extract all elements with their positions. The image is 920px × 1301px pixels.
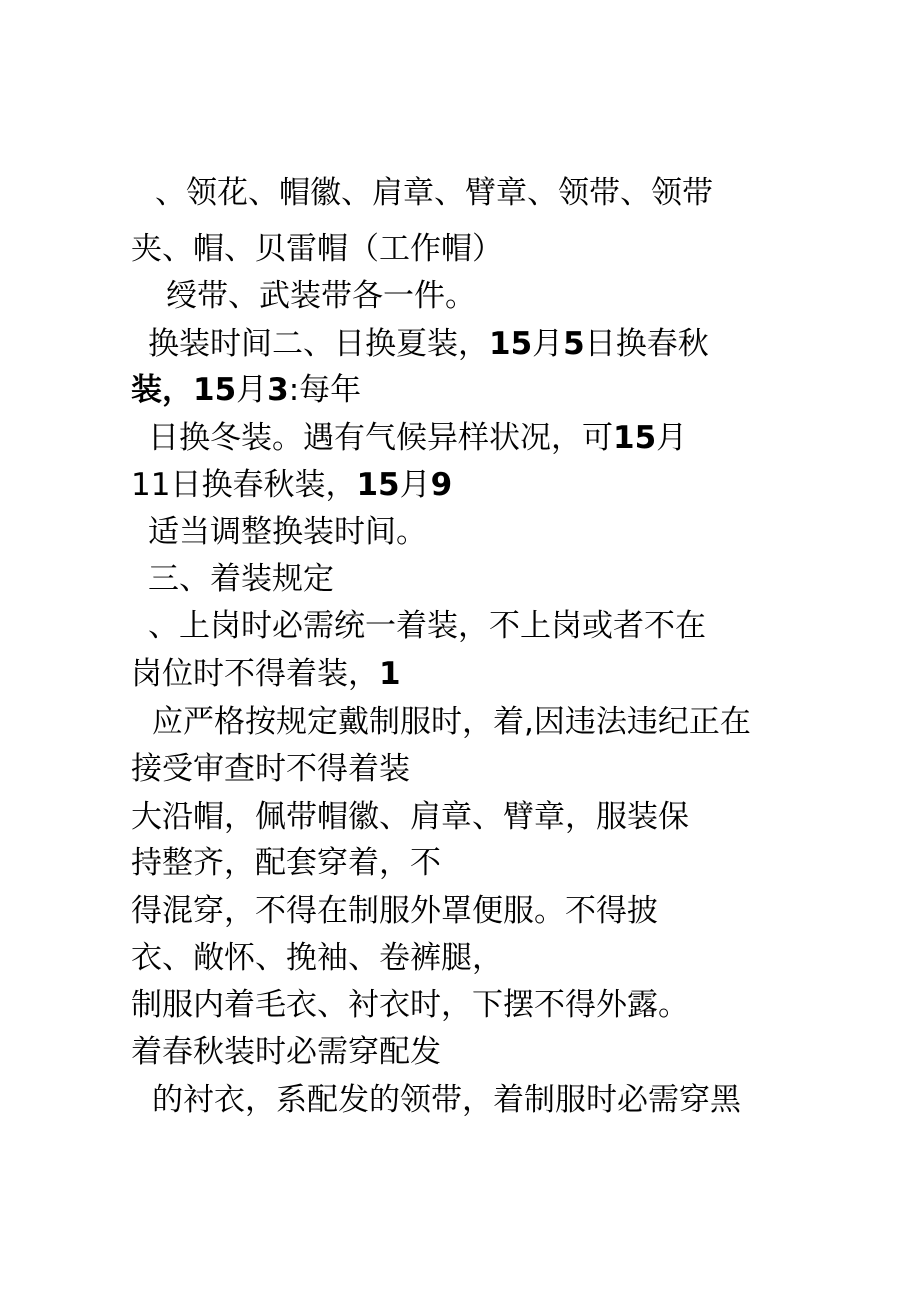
text-segment: 月 [656, 420, 688, 456]
text-segment: 应严格按规定戴制服时，着,因违法违纪正在 [152, 704, 751, 740]
text-line-20 [152, 1080, 741, 1120]
text-line-11 [131, 654, 401, 694]
text-line-7 [131, 465, 452, 505]
text-segment: 制服内着毛衣、衬衣时，下摆不得外露。 [131, 987, 689, 1023]
text-segment: 的衬衣，系配发的领带，着制服时必需穿黑 [152, 1082, 741, 1118]
text-line-16 [131, 891, 658, 931]
text-segment: 、领花、帽徽、肩章、臂章、领带、领带 [155, 175, 713, 211]
text-line-14 [131, 797, 689, 837]
text-segment: 绶带、武装带各一件。 [166, 278, 476, 314]
text-line-10 [148, 606, 706, 646]
text-segment-bold: 3 [267, 372, 289, 408]
text-segment: 月 [532, 326, 564, 362]
text-line-6 [148, 418, 687, 458]
text-segment: 适当调整换装时间。 [148, 514, 427, 550]
text-line-2 [131, 229, 503, 269]
text-line-17 [131, 938, 503, 978]
text-segment: 岗位时不得着装， [131, 656, 379, 692]
text-line-15 [131, 843, 441, 883]
text-segment-bold: 15 [489, 326, 533, 362]
text-line-4 [148, 324, 709, 364]
text-segment: 得混穿，不得在制服外罩便服。不得披 [131, 893, 658, 929]
text-segment-bold: 15 [193, 372, 237, 408]
text-line-3 [166, 276, 476, 316]
text-line-8 [148, 512, 427, 552]
text-segment: 月 [399, 467, 431, 503]
text-segment: 日换冬装。遇有气候异样状况，可 [148, 420, 613, 456]
text-segment-bold: 装， [131, 372, 193, 408]
text-segment: 衣、敞怀、挽袖、卷裤腿， [131, 940, 503, 976]
text-line-13 [131, 749, 410, 789]
text-segment: 月 [236, 372, 268, 408]
text-segment-bold: 1 [379, 656, 401, 692]
text-segment: 三、着装规定 [148, 561, 334, 597]
text-segment: 11日换春秋装， [131, 467, 357, 503]
text-line-12 [152, 702, 751, 742]
text-line-1 [155, 173, 713, 213]
text-segment: 日换春秋 [584, 326, 709, 362]
text-line-9 [148, 559, 334, 599]
text-line-19 [131, 1032, 441, 1072]
text-line-18 [131, 985, 689, 1025]
text-segment-bold: 5 [563, 326, 585, 362]
text-segment: 、上岗时必需统一着装，不上岗或者不在 [148, 608, 706, 644]
text-segment: 接受审查时不得着装 [131, 751, 410, 787]
text-segment: 大沿帽，佩带帽徽、肩章、臂章，服装保 [131, 799, 689, 835]
text-line-5 [131, 370, 361, 410]
text-segment: :每年 [288, 372, 362, 408]
text-segment: 换装时间二、日换夏装， [148, 326, 489, 362]
text-segment: 持整齐，配套穿着，不 [131, 845, 441, 881]
text-segment-bold: 15 [356, 467, 400, 503]
text-segment: 着春秋装时必需穿配发 [131, 1034, 441, 1070]
text-segment-bold: 9 [430, 467, 453, 503]
text-segment: 夹、帽、贝雷帽（工作帽） [131, 231, 503, 267]
text-segment-bold: 15 [613, 420, 657, 456]
